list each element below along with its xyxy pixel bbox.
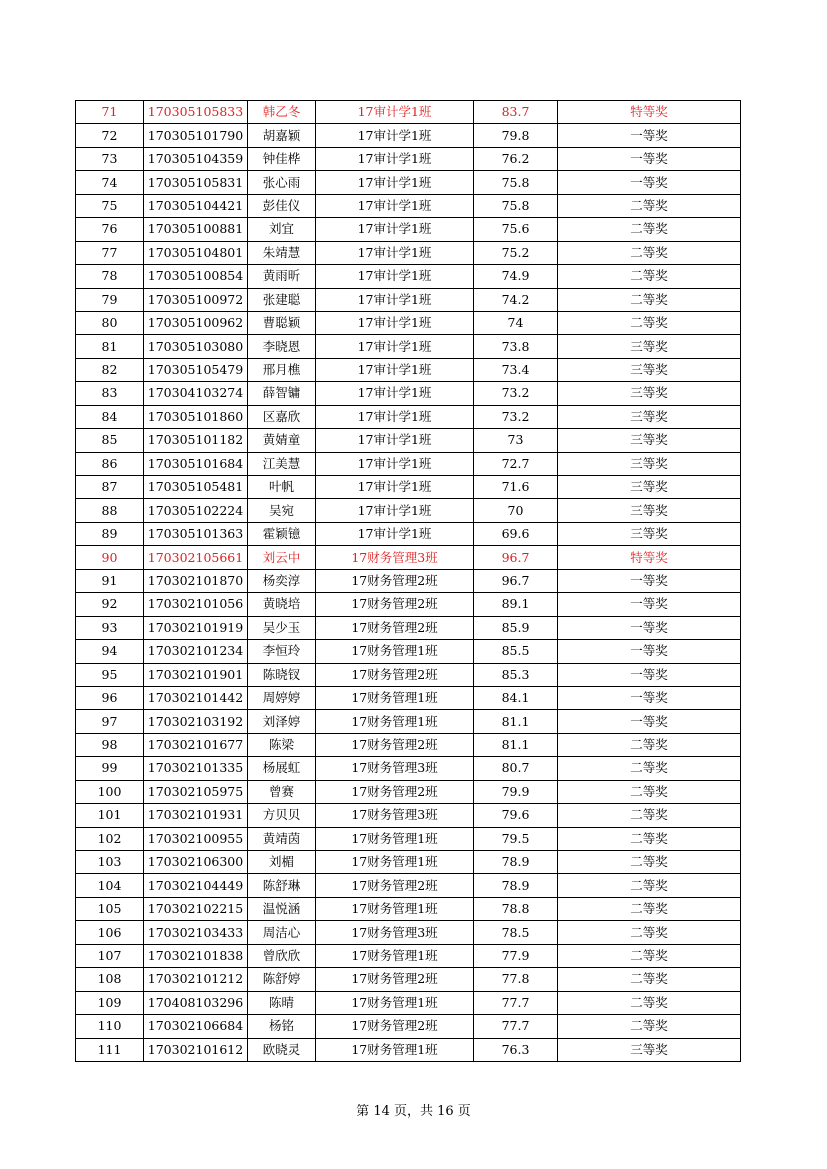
table-row (76, 874, 741, 897)
cell-student-id: 170304103274 (144, 382, 248, 405)
cell-score: 89.1 (474, 593, 558, 616)
cell-name: 黄雨昕 (248, 265, 316, 288)
cell-name: 黄晓培 (248, 593, 316, 616)
cell-score: 75.2 (474, 241, 558, 264)
cell-name: 陈舒婷 (248, 968, 316, 991)
cell-name: 欧晓灵 (248, 1038, 316, 1061)
cell-student-id: 170305100881 (144, 218, 248, 241)
table-row (76, 382, 741, 405)
cell-name: 刘泽婷 (248, 710, 316, 733)
page-footer (0, 1100, 827, 1119)
cell-student-id: 170302101919 (144, 616, 248, 639)
cell-index: 73 (76, 147, 144, 170)
cell-score: 70 (474, 499, 558, 522)
cell-name: 李恒玲 (248, 640, 316, 663)
cell-student-id: 170302101901 (144, 663, 248, 686)
table-row (76, 1038, 741, 1061)
cell-student-id: 170302101612 (144, 1038, 248, 1061)
cell-index: 99 (76, 757, 144, 780)
cell-score: 73.8 (474, 335, 558, 358)
cell-class: 17审计学1班 (316, 241, 474, 264)
table-row (76, 991, 741, 1014)
cell-award: 二等奖 (558, 874, 741, 897)
cell-student-id: 170305103080 (144, 335, 248, 358)
cell-award: 二等奖 (558, 897, 741, 920)
cell-student-id: 170305104421 (144, 194, 248, 217)
cell-score: 74 (474, 311, 558, 334)
cell-index: 71 (76, 101, 144, 124)
cell-student-id: 170302102215 (144, 897, 248, 920)
cell-student-id: 170302101442 (144, 686, 248, 709)
cell-award: 三等奖 (558, 522, 741, 545)
cell-class: 17财务管理1班 (316, 1038, 474, 1061)
cell-name: 李晓恩 (248, 335, 316, 358)
cell-name: 陈舒琳 (248, 874, 316, 897)
cell-class: 17财务管理1班 (316, 944, 474, 967)
cell-award: 二等奖 (558, 827, 741, 850)
cell-index: 86 (76, 452, 144, 475)
cell-student-id: 170302100955 (144, 827, 248, 850)
cell-index: 110 (76, 1015, 144, 1038)
cell-class: 17审计学1班 (316, 522, 474, 545)
cell-class: 17财务管理1班 (316, 710, 474, 733)
cell-name: 区嘉欣 (248, 405, 316, 428)
cell-score: 71.6 (474, 476, 558, 499)
table-row (76, 733, 741, 756)
cell-score: 79.6 (474, 804, 558, 827)
cell-award: 三等奖 (558, 405, 741, 428)
cell-award: 一等奖 (558, 616, 741, 639)
cell-student-id: 170305100962 (144, 311, 248, 334)
cell-index: 90 (76, 546, 144, 569)
cell-score: 76.3 (474, 1038, 558, 1061)
cell-class: 17财务管理1班 (316, 897, 474, 920)
table-row (76, 663, 741, 686)
cell-class: 17财务管理3班 (316, 804, 474, 827)
cell-student-id: 170302104449 (144, 874, 248, 897)
cell-award: 二等奖 (558, 733, 741, 756)
table-row (76, 124, 741, 147)
cell-score: 77.9 (474, 944, 558, 967)
table-row (76, 851, 741, 874)
footer-total-pages: 16 (437, 1104, 454, 1119)
cell-name: 韩乙冬 (248, 101, 316, 124)
cell-index: 103 (76, 851, 144, 874)
table-row (76, 827, 741, 850)
footer-prefix: 第 (356, 1104, 374, 1119)
cell-score: 76.2 (474, 147, 558, 170)
cell-student-id: 170302101335 (144, 757, 248, 780)
cell-student-id: 170302101056 (144, 593, 248, 616)
table-row (76, 804, 741, 827)
cell-award: 二等奖 (558, 991, 741, 1014)
table-row (76, 593, 741, 616)
cell-name: 刘云中 (248, 546, 316, 569)
cell-index: 95 (76, 663, 144, 686)
cell-class: 17审计学1班 (316, 358, 474, 381)
cell-name: 陈梁 (248, 733, 316, 756)
cell-class: 17财务管理1班 (316, 827, 474, 850)
cell-index: 102 (76, 827, 144, 850)
cell-class: 17财务管理2班 (316, 733, 474, 756)
cell-student-id: 170305102224 (144, 499, 248, 522)
cell-student-id: 170305104801 (144, 241, 248, 264)
table-row (76, 686, 741, 709)
footer-suffix: 页 (453, 1104, 471, 1119)
cell-score: 78.9 (474, 851, 558, 874)
cell-name: 胡嘉颖 (248, 124, 316, 147)
cell-index: 82 (76, 358, 144, 381)
cell-name: 黄靖茵 (248, 827, 316, 850)
cell-index: 101 (76, 804, 144, 827)
award-table (75, 100, 741, 1062)
cell-award: 一等奖 (558, 124, 741, 147)
cell-class: 17财务管理1班 (316, 640, 474, 663)
cell-class: 17审计学1班 (316, 147, 474, 170)
cell-score: 78.8 (474, 897, 558, 920)
cell-name: 陈晓钗 (248, 663, 316, 686)
cell-student-id: 170305105831 (144, 171, 248, 194)
cell-name: 薛智镛 (248, 382, 316, 405)
cell-score: 73.2 (474, 405, 558, 428)
cell-score: 79.9 (474, 780, 558, 803)
cell-award: 二等奖 (558, 288, 741, 311)
cell-score: 81.1 (474, 710, 558, 733)
cell-student-id: 170302101931 (144, 804, 248, 827)
cell-student-id: 170302103433 (144, 921, 248, 944)
cell-award: 一等奖 (558, 663, 741, 686)
cell-name: 吴宛 (248, 499, 316, 522)
cell-index: 87 (76, 476, 144, 499)
cell-award: 三等奖 (558, 476, 741, 499)
cell-score: 85.3 (474, 663, 558, 686)
cell-score: 77.8 (474, 968, 558, 991)
table-row (76, 569, 741, 592)
cell-class: 17审计学1班 (316, 311, 474, 334)
cell-name: 张心雨 (248, 171, 316, 194)
cell-award: 三等奖 (558, 499, 741, 522)
cell-score: 72.7 (474, 452, 558, 475)
cell-score: 85.5 (474, 640, 558, 663)
cell-award: 二等奖 (558, 921, 741, 944)
table-row (76, 499, 741, 522)
cell-award: 一等奖 (558, 147, 741, 170)
table-row (76, 710, 741, 733)
cell-award: 三等奖 (558, 452, 741, 475)
cell-award: 三等奖 (558, 358, 741, 381)
cell-index: 80 (76, 311, 144, 334)
cell-score: 85.9 (474, 616, 558, 639)
cell-name: 曾赛 (248, 780, 316, 803)
cell-index: 85 (76, 429, 144, 452)
cell-index: 96 (76, 686, 144, 709)
table-row (76, 358, 741, 381)
table-row (76, 288, 741, 311)
cell-index: 108 (76, 968, 144, 991)
table-row (76, 476, 741, 499)
cell-class: 17审计学1班 (316, 101, 474, 124)
cell-index: 79 (76, 288, 144, 311)
cell-award: 特等奖 (558, 546, 741, 569)
cell-score: 79.8 (474, 124, 558, 147)
cell-award: 一等奖 (558, 593, 741, 616)
cell-index: 91 (76, 569, 144, 592)
table-row (76, 241, 741, 264)
cell-award: 一等奖 (558, 171, 741, 194)
cell-score: 75.6 (474, 218, 558, 241)
cell-score: 84.1 (474, 686, 558, 709)
cell-score: 73.4 (474, 358, 558, 381)
cell-name: 周洁心 (248, 921, 316, 944)
cell-class: 17审计学1班 (316, 476, 474, 499)
cell-score: 73.2 (474, 382, 558, 405)
cell-award: 特等奖 (558, 101, 741, 124)
cell-award: 二等奖 (558, 241, 741, 264)
cell-student-id: 170305101182 (144, 429, 248, 452)
cell-index: 89 (76, 522, 144, 545)
cell-class: 17财务管理2班 (316, 663, 474, 686)
cell-class: 17审计学1班 (316, 382, 474, 405)
cell-student-id: 170302101212 (144, 968, 248, 991)
table-row (76, 546, 741, 569)
cell-award: 二等奖 (558, 265, 741, 288)
footer-page-number: 14 (373, 1104, 390, 1119)
cell-index: 104 (76, 874, 144, 897)
cell-class: 17审计学1班 (316, 429, 474, 452)
cell-student-id: 170302101838 (144, 944, 248, 967)
cell-score: 75.8 (474, 171, 558, 194)
cell-name: 彭佳仪 (248, 194, 316, 217)
table-row (76, 522, 741, 545)
cell-score: 77.7 (474, 1015, 558, 1038)
cell-class: 17审计学1班 (316, 288, 474, 311)
cell-award: 二等奖 (558, 968, 741, 991)
cell-award: 一等奖 (558, 640, 741, 663)
cell-index: 88 (76, 499, 144, 522)
table-row (76, 405, 741, 428)
cell-class: 17财务管理2班 (316, 616, 474, 639)
cell-name: 钟佳桦 (248, 147, 316, 170)
cell-award: 三等奖 (558, 1038, 741, 1061)
table-row (76, 101, 741, 124)
cell-student-id: 170305100854 (144, 265, 248, 288)
cell-name: 江美慧 (248, 452, 316, 475)
cell-class: 17审计学1班 (316, 452, 474, 475)
cell-score: 79.5 (474, 827, 558, 850)
cell-index: 93 (76, 616, 144, 639)
cell-student-id: 170305105481 (144, 476, 248, 499)
cell-student-id: 170305105479 (144, 358, 248, 381)
cell-index: 107 (76, 944, 144, 967)
cell-student-id: 170305100972 (144, 288, 248, 311)
cell-name: 张建聪 (248, 288, 316, 311)
cell-award: 二等奖 (558, 757, 741, 780)
cell-name: 朱靖慧 (248, 241, 316, 264)
cell-name: 方贝贝 (248, 804, 316, 827)
table-row (76, 311, 741, 334)
cell-score: 83.7 (474, 101, 558, 124)
table-row (76, 335, 741, 358)
cell-score: 96.7 (474, 569, 558, 592)
cell-score: 80.7 (474, 757, 558, 780)
table-row (76, 171, 741, 194)
cell-class: 17财务管理2班 (316, 569, 474, 592)
table-row (76, 1015, 741, 1038)
cell-award: 二等奖 (558, 194, 741, 217)
cell-student-id: 170305105833 (144, 101, 248, 124)
cell-class: 17审计学1班 (316, 194, 474, 217)
cell-name: 陈晴 (248, 991, 316, 1014)
cell-index: 74 (76, 171, 144, 194)
cell-name: 杨铭 (248, 1015, 316, 1038)
cell-index: 92 (76, 593, 144, 616)
cell-student-id: 170408103296 (144, 991, 248, 1014)
cell-score: 77.7 (474, 991, 558, 1014)
table-row (76, 429, 741, 452)
cell-name: 曾欣欣 (248, 944, 316, 967)
cell-award: 一等奖 (558, 686, 741, 709)
table-row (76, 616, 741, 639)
cell-class: 17财务管理3班 (316, 757, 474, 780)
cell-class: 17财务管理1班 (316, 851, 474, 874)
cell-index: 106 (76, 921, 144, 944)
table-row (76, 218, 741, 241)
cell-index: 94 (76, 640, 144, 663)
cell-index: 78 (76, 265, 144, 288)
cell-index: 81 (76, 335, 144, 358)
cell-student-id: 170305101684 (144, 452, 248, 475)
table-row (76, 944, 741, 967)
cell-index: 100 (76, 780, 144, 803)
cell-name: 吴少玉 (248, 616, 316, 639)
table-row (76, 640, 741, 663)
cell-class: 17财务管理3班 (316, 546, 474, 569)
cell-student-id: 170302101870 (144, 569, 248, 592)
table-row (76, 780, 741, 803)
cell-index: 72 (76, 124, 144, 147)
cell-name: 温悦涵 (248, 897, 316, 920)
cell-index: 75 (76, 194, 144, 217)
cell-score: 81.1 (474, 733, 558, 756)
cell-class: 17审计学1班 (316, 171, 474, 194)
cell-award: 一等奖 (558, 710, 741, 733)
cell-index: 98 (76, 733, 144, 756)
cell-name: 刘楣 (248, 851, 316, 874)
cell-class: 17审计学1班 (316, 499, 474, 522)
table-row (76, 147, 741, 170)
table-row (76, 757, 741, 780)
cell-score: 75.8 (474, 194, 558, 217)
cell-index: 77 (76, 241, 144, 264)
cell-score: 74.2 (474, 288, 558, 311)
cell-student-id: 170302101234 (144, 640, 248, 663)
cell-award: 二等奖 (558, 944, 741, 967)
cell-score: 73 (474, 429, 558, 452)
cell-class: 17财务管理2班 (316, 1015, 474, 1038)
cell-class: 17财务管理2班 (316, 780, 474, 803)
cell-class: 17财务管理1班 (316, 991, 474, 1014)
cell-student-id: 170305104359 (144, 147, 248, 170)
cell-class: 17财务管理1班 (316, 686, 474, 709)
cell-score: 78.9 (474, 874, 558, 897)
cell-class: 17审计学1班 (316, 218, 474, 241)
cell-award: 二等奖 (558, 780, 741, 803)
cell-award: 三等奖 (558, 429, 741, 452)
cell-name: 刘宜 (248, 218, 316, 241)
cell-student-id: 170302105661 (144, 546, 248, 569)
cell-student-id: 170302105975 (144, 780, 248, 803)
cell-index: 111 (76, 1038, 144, 1061)
cell-name: 霍颖镱 (248, 522, 316, 545)
cell-award: 一等奖 (558, 569, 741, 592)
cell-award: 三等奖 (558, 335, 741, 358)
cell-score: 96.7 (474, 546, 558, 569)
cell-award: 三等奖 (558, 382, 741, 405)
footer-middle: 页，共 (389, 1104, 438, 1119)
cell-award: 二等奖 (558, 311, 741, 334)
cell-name: 邢月樵 (248, 358, 316, 381)
cell-index: 83 (76, 382, 144, 405)
cell-class: 17财务管理2班 (316, 593, 474, 616)
cell-student-id: 170305101363 (144, 522, 248, 545)
table-row (76, 265, 741, 288)
cell-student-id: 170302101677 (144, 733, 248, 756)
cell-index: 105 (76, 897, 144, 920)
cell-class: 17财务管理2班 (316, 968, 474, 991)
cell-class: 17审计学1班 (316, 335, 474, 358)
cell-name: 叶帆 (248, 476, 316, 499)
cell-name: 周婷婷 (248, 686, 316, 709)
cell-student-id: 170305101860 (144, 405, 248, 428)
cell-name: 杨展虹 (248, 757, 316, 780)
cell-student-id: 170302106684 (144, 1015, 248, 1038)
cell-class: 17审计学1班 (316, 265, 474, 288)
cell-class: 17财务管理2班 (316, 874, 474, 897)
cell-award: 二等奖 (558, 851, 741, 874)
cell-student-id: 170302106300 (144, 851, 248, 874)
cell-student-id: 170302103192 (144, 710, 248, 733)
table-row (76, 921, 741, 944)
cell-score: 78.5 (474, 921, 558, 944)
cell-class: 17审计学1班 (316, 405, 474, 428)
cell-index: 84 (76, 405, 144, 428)
cell-award: 二等奖 (558, 804, 741, 827)
cell-index: 109 (76, 991, 144, 1014)
cell-class: 17财务管理3班 (316, 921, 474, 944)
cell-award: 二等奖 (558, 1015, 741, 1038)
cell-index: 97 (76, 710, 144, 733)
cell-score: 74.9 (474, 265, 558, 288)
cell-student-id: 170305101790 (144, 124, 248, 147)
cell-name: 黄婧童 (248, 429, 316, 452)
table-row (76, 968, 741, 991)
cell-award: 二等奖 (558, 218, 741, 241)
table-row (76, 897, 741, 920)
cell-score: 69.6 (474, 522, 558, 545)
cell-class: 17审计学1班 (316, 124, 474, 147)
cell-name: 曹聪颖 (248, 311, 316, 334)
cell-index: 76 (76, 218, 144, 241)
table-row (76, 194, 741, 217)
cell-name: 杨奕淳 (248, 569, 316, 592)
table-row (76, 452, 741, 475)
